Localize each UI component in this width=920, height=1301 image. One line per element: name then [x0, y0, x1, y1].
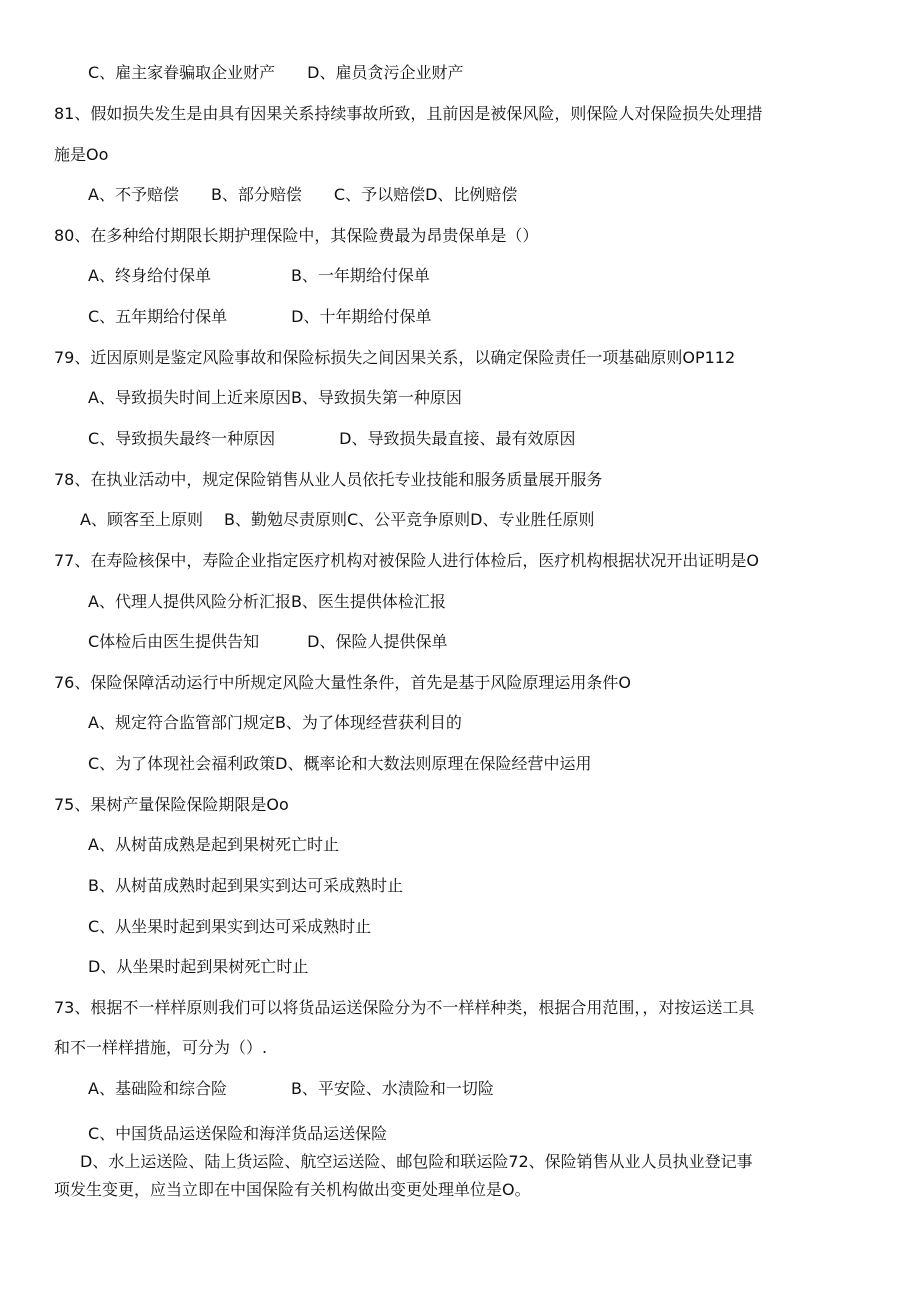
question-77-options-cd: C体检后由医生提供告知 D、保险人提供保单: [88, 632, 448, 651]
question-75-option-a: A、从树苗成熟是起到果树死亡时止: [88, 835, 339, 854]
question-73-options-ab: A、基础险和综合险 B、平安险、水渍险和一切险: [88, 1079, 494, 1098]
question-80-options-ab: A、终身给付保单 B、一年期给付保单: [88, 266, 430, 285]
question-77-stem: 77、在寿险核保中，寿险企业指定医疗机构对被保险人进行体检后，医疗机构根据状况开出证明是O: [54, 551, 759, 570]
question-73-option-c: C、中国货品运送保险和海洋货品运送保险: [88, 1124, 388, 1143]
question-75-option-d: D、从坐果时起到果树死亡时止: [88, 957, 309, 976]
question-72-stem-cont: 项发生变更，应当立即在中国保险有关机构做出变更处理单位是O。: [54, 1180, 531, 1199]
question-79-stem: 79、近因原则是鉴定风险事故和保险标损失之间因果关系，以确定保险责任一项基础原则OP112: [54, 348, 736, 367]
question-73-stem-cont: 和不一样样措施，可分为（）.: [54, 1038, 268, 1057]
question-81-options: A、不予赔偿 B、部分赔偿 C、予以赔偿D、比例赔偿: [88, 185, 518, 204]
question-75-stem: 75、果树产量保险保险期限是Oo: [54, 795, 289, 814]
question-75-option-c: C、从坐果时起到果实到达可采成熟时止: [88, 917, 372, 936]
question-81-stem: 81、假如损失发生是由具有因果关系持续事故所致，且前因是被保风险，则保险人对保险损失处理措: [54, 104, 763, 123]
question-80-options-cd: C、五年期给付保单 D、十年期给付保单: [88, 307, 432, 326]
question-76-stem: 76、保险保障活动运行中所规定风险大量性条件，首先是基于风险原理运用条件O: [54, 673, 631, 692]
question-76-options-cd: C、为了体现社会福利政策D、概率论和大数法则原理在保险经营中运用: [88, 754, 592, 773]
question-80-stem: 80、在多种给付期限长期护理保险中，其保险费最为昂贵保单是（）: [54, 226, 539, 245]
question-81-stem-cont: 施是Oo: [54, 145, 109, 164]
option-line-c-d-q82: C、雇主家眷骗取企业财产 D、雇员贪污企业财产: [88, 63, 464, 82]
question-77-options-ab: A、代理人提供风险分析汇报B、医生提供体检汇报: [88, 592, 446, 611]
question-73-stem: 73、根据不一样样原则我们可以将货品运送保险分为不一样样种类，根据合用范围，，对按运送工具: [54, 998, 755, 1017]
question-73-option-d-and-72-stem: D、水上运送险、陆上货运险、航空运送险、邮包险和联运险72、保险销售从业人员执业登记事: [80, 1152, 753, 1171]
question-75-option-b: B、从树苗成熟时起到果实到达可采成熟时止: [88, 876, 403, 895]
question-78-stem: 78、在执业活动中，规定保险销售从业人员依托专业技能和服务质量展开服务: [54, 470, 603, 489]
question-76-options-ab: A、规定符合监管部门规定B、为了体现经营获利目的: [88, 713, 462, 732]
question-78-options: A、顾客至上原则 B、勤勉尽责原则C、公平竞争原则D、专业胜任原则: [80, 510, 595, 529]
question-79-options-ab: A、导致损失时间上近来原因B、导致损失第一种原因: [88, 388, 462, 407]
question-79-options-cd: C、导致损失最终一种原因 D、导致损失最直接、最有效原因: [88, 429, 576, 448]
